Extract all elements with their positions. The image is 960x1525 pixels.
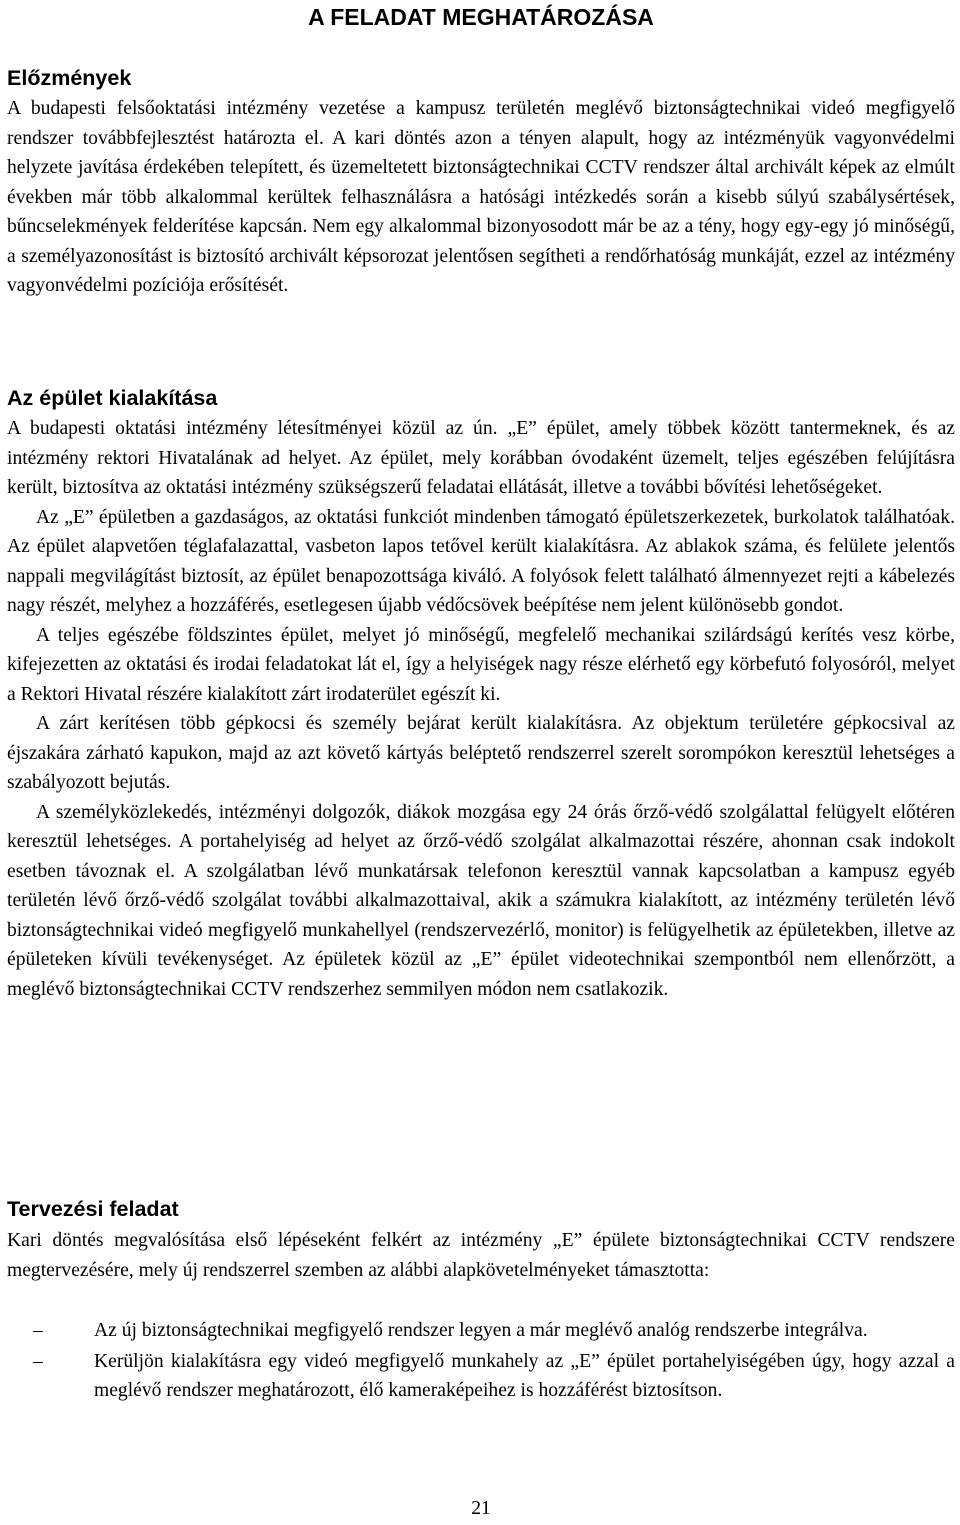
requirements-list	[7, 1316, 955, 1407]
paragraph: A budapesti oktatási intézmény létesítményei közül az ún. „E” épület, amely többek között tantermeknek, és az intézmény rektori Hivatalának ad helyet. Az épület, mely korábban óvodaként üzemelt, teljes egészében felújításra került, biztosítva az oktatási intézmény szükségszerű feladatai ellátását, illetve a további bővítési lehetőségeket.	[7, 418, 955, 498]
dash-bullet-icon: –	[33, 1320, 43, 1341]
paragraph: Kari döntés megvalósítása első lépéseként felkért az intézmény „E” épülete biztonságtechnikai CCTV rendszere megtervezésére, mely új rendszerrel szemben az alábbi alapkövetelményeket támasztotta:	[7, 1230, 955, 1281]
list-item-text: Kerüljön kialakításra egy videó megfigyelő munkahely az „E” épület portahelyiségében úgy, hogy azzal a meglévő rendszer meghatározott, élő kameraképeihez is hozzáférést biztosítson.	[94, 1350, 955, 1401]
paragraph: Az „E” épületben a gazdaságos, az oktatási funkciót mindenben támogató épületszerkezetek, burkolatok találhatóak. Az épület alapvetően téglafalazattal, vasbeton lapos tetővel került kialakításra. Az ablakok száma, és felülete jelentős nappali megvilágítást biztosít, az épület benapozottsága kiváló. A folyósok felett található álmennyezet rejti a kábelezés nagy részét, melyhez a hozzáférés, esetlegesen újabb védőcsövek beépítése nem jelent különösebb gondot.	[7, 506, 955, 616]
paragraph: A személyközlekedés, intézményi dolgozók, diákok mozgása egy 24 órás őrző-védő szolgálattal felügyelt előtéren keresztül lehetséges. A portahelyiség ad helyet az őrző-védő szolgálat alkalmazottai részére, ahonnan csak indokolt esetben távoznak el. A szolgálatban lévő munkatársak telefonon keresztül vannak kapcsolatban a kampusz egyéb területén lévő őrző-védő szolgálat további alkalmazottaival, akik a számukra kialakított, az intézmény területén lévő biztonságtechnikai videó megfigyelő munkahellyel (rendszervezérlő, monitor) is felügyelhetik az épületekben, illetve az épületeken kívüli tevékenységet. Az épületek közül az „E” épület videotechnikai szempontból nem ellenőrzött, a meglévő biztonságtechnikai CCTV rendszerhez semmilyen módon nem csatlakozik.	[7, 801, 955, 1000]
list-item-text: Az új biztonságtechnikai megfigyelő rendszer legyen a már meglévő analóg rendszerbe integrálva.	[94, 1320, 868, 1341]
section-heading-tervezesi-feladat: Tervezési feladat	[7, 1197, 179, 1221]
paragraph: A teljes egészébe földszintes épület, melyet jó minőségű, megfelelő mechanikai szilárdságú kerítés vesz körbe, kifejezetten az oktatási és irodai feladatokat lát el, így a helyiségek nagy része elérhető egy körbefutó folyosóról, melyet a Rektori Hivatal részére kialakított zárt irodaterület egészít ki.	[7, 624, 955, 705]
page-title: A FELADAT MEGHATÁROZÁSA	[308, 4, 654, 30]
dash-bullet-icon: –	[33, 1350, 43, 1372]
list-item	[7, 1347, 955, 1406]
section-body-elozmenyek	[7, 94, 955, 301]
paragraph: A budapesti felsőoktatási intézmény vezetése a kampusz területén meglévő biztonságtechnikai videó megfigyelő rendszer továbbfejlesztést határozta el. A kari döntés azon a tényen alapult, hogy az intézményük vagyonvédelmi helyzete javítása érdekében telepített, és üzemeltetett biztonságtechnikai CCTV rendszer által archivált képek az elmúlt években már több alkalommal kerültek felhasználásra a hatósági intézkedés során a kisebb súlyú szabálysértések, bűncselekmények felderítése kapcsán. Nem egy alkalommal bizonyosodott már be az a tény, hogy egy-egy jó minőségű, a személyazonosítást is biztosító archivált képsorozat jelentősen segítheti a rendőrhatóság munkáját, ezzel az intézmény vagyonvédelmi pozíciója erősítését.	[7, 98, 955, 296]
list-item	[7, 1316, 955, 1346]
section-heading-epulet: Az épület kialakítása	[7, 386, 218, 410]
section-heading-elozmenyek: Előzmények	[7, 66, 132, 90]
section-body-tervezesi-feladat	[7, 1226, 955, 1285]
page-number: 21	[471, 1498, 491, 1519]
paragraph: A zárt kerítésen több gépkocsi és személy bejárat került kialakításra. Az objektum területére gépkocsival az éjszakára zárható kapukon, majd az azt követő kártyás beléptető rendszerrel szerelt sorompókon keresztül lehetséges a szabályozott bejutás.	[7, 713, 955, 793]
section-body-epulet	[7, 414, 955, 1004]
